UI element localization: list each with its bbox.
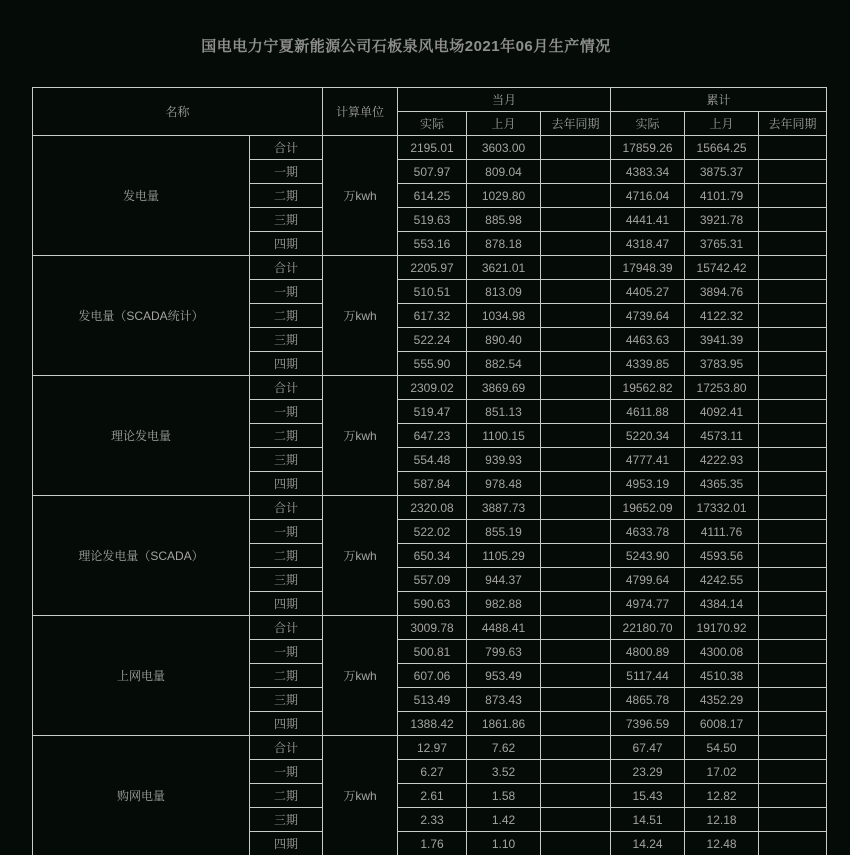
value-cell: 553.16	[398, 232, 467, 256]
value-cell: 1029.80	[467, 184, 541, 208]
value-cell: 3783.95	[685, 352, 759, 376]
value-cell: 3887.73	[467, 496, 541, 520]
value-cell	[759, 160, 827, 184]
value-cell: 12.48	[685, 832, 759, 855]
phase-cell: 三期	[250, 808, 323, 832]
value-cell: 1034.98	[467, 304, 541, 328]
value-cell: 809.04	[467, 160, 541, 184]
value-cell: 4463.63	[611, 328, 685, 352]
table-row	[33, 616, 827, 640]
value-cell	[541, 424, 611, 448]
value-cell: 5243.90	[611, 544, 685, 568]
value-cell	[541, 640, 611, 664]
table-body	[33, 136, 827, 855]
header-cumulative-lastmonth: 上月	[685, 112, 759, 136]
value-cell	[759, 568, 827, 592]
value-cell: 12.82	[685, 784, 759, 808]
value-cell: 4339.85	[611, 352, 685, 376]
value-cell	[759, 208, 827, 232]
value-cell: 1.10	[467, 832, 541, 855]
value-cell: 54.50	[685, 736, 759, 760]
value-cell: 813.09	[467, 280, 541, 304]
value-cell: 4441.41	[611, 208, 685, 232]
value-cell: 3894.76	[685, 280, 759, 304]
value-cell: 4488.41	[467, 616, 541, 640]
value-cell: 17859.26	[611, 136, 685, 160]
value-cell: 3921.78	[685, 208, 759, 232]
metric-name-cell: 理论发电量（SCADA）	[33, 496, 250, 616]
phase-cell: 二期	[250, 544, 323, 568]
value-cell: 4352.29	[685, 688, 759, 712]
value-cell: 4865.78	[611, 688, 685, 712]
value-cell: 851.13	[467, 400, 541, 424]
metric-name-cell: 理论发电量	[33, 376, 250, 496]
phase-cell: 四期	[250, 472, 323, 496]
value-cell: 19562.82	[611, 376, 685, 400]
value-cell: 1105.29	[467, 544, 541, 568]
value-cell: 4799.64	[611, 568, 685, 592]
value-cell: 4242.55	[685, 568, 759, 592]
value-cell: 4300.08	[685, 640, 759, 664]
phase-cell: 三期	[250, 328, 323, 352]
value-cell	[759, 688, 827, 712]
table-row	[33, 136, 827, 160]
header-group-current-month: 当月	[398, 88, 611, 112]
value-cell	[759, 136, 827, 160]
value-cell	[541, 568, 611, 592]
value-cell: 17.02	[685, 760, 759, 784]
value-cell: 4092.41	[685, 400, 759, 424]
value-cell	[759, 496, 827, 520]
phase-cell: 四期	[250, 352, 323, 376]
phase-cell: 一期	[250, 280, 323, 304]
value-cell	[541, 760, 611, 784]
value-cell: 519.47	[398, 400, 467, 424]
value-cell: 939.93	[467, 448, 541, 472]
value-cell	[541, 496, 611, 520]
phase-cell: 一期	[250, 760, 323, 784]
value-cell: 590.63	[398, 592, 467, 616]
header-current-lastmonth: 上月	[467, 112, 541, 136]
value-cell: 3869.69	[467, 376, 541, 400]
value-cell: 67.47	[611, 736, 685, 760]
value-cell: 5220.34	[611, 424, 685, 448]
value-cell	[541, 448, 611, 472]
value-cell	[541, 328, 611, 352]
value-cell: 4111.76	[685, 520, 759, 544]
value-cell: 4777.41	[611, 448, 685, 472]
phase-cell: 二期	[250, 304, 323, 328]
value-cell: 554.48	[398, 448, 467, 472]
header-current-lastyear: 去年同期	[541, 112, 611, 136]
value-cell: 4365.35	[685, 472, 759, 496]
value-cell: 650.34	[398, 544, 467, 568]
value-cell: 878.18	[467, 232, 541, 256]
value-cell	[759, 832, 827, 855]
value-cell: 2205.97	[398, 256, 467, 280]
phase-cell: 三期	[250, 208, 323, 232]
metric-name-cell: 发电量（SCADA统计）	[33, 256, 250, 376]
page-title: 国电电力宁夏新能源公司石板泉风电场2021年06月生产情况	[201, 38, 611, 55]
value-cell: 1861.86	[467, 712, 541, 736]
value-cell: 4953.19	[611, 472, 685, 496]
unit-cell: 万kwh	[323, 736, 398, 855]
value-cell: 4122.32	[685, 304, 759, 328]
value-cell	[759, 328, 827, 352]
value-cell	[541, 544, 611, 568]
value-cell: 14.24	[611, 832, 685, 855]
value-cell: 4593.56	[685, 544, 759, 568]
value-cell	[541, 160, 611, 184]
header-group-cumulative: 累计	[611, 88, 827, 112]
value-cell: 7.62	[467, 736, 541, 760]
value-cell	[759, 352, 827, 376]
phase-cell: 三期	[250, 448, 323, 472]
value-cell: 799.63	[467, 640, 541, 664]
value-cell: 587.84	[398, 472, 467, 496]
phase-cell: 一期	[250, 520, 323, 544]
value-cell	[759, 712, 827, 736]
value-cell: 15.43	[611, 784, 685, 808]
value-cell: 3941.39	[685, 328, 759, 352]
value-cell: 513.49	[398, 688, 467, 712]
value-cell: 557.09	[398, 568, 467, 592]
value-cell	[759, 376, 827, 400]
header-cumulative-actual: 实际	[611, 112, 685, 136]
metric-name-cell: 购网电量	[33, 736, 250, 855]
value-cell	[759, 664, 827, 688]
value-cell: 882.54	[467, 352, 541, 376]
value-cell	[759, 520, 827, 544]
value-cell	[541, 832, 611, 855]
value-cell	[759, 760, 827, 784]
table-row	[33, 496, 827, 520]
value-cell: 4716.04	[611, 184, 685, 208]
value-cell	[759, 784, 827, 808]
value-cell	[541, 808, 611, 832]
value-cell: 4611.88	[611, 400, 685, 424]
value-cell	[759, 232, 827, 256]
value-cell: 4633.78	[611, 520, 685, 544]
phase-cell: 一期	[250, 400, 323, 424]
value-cell: 4739.64	[611, 304, 685, 328]
value-cell: 2309.02	[398, 376, 467, 400]
value-cell: 510.51	[398, 280, 467, 304]
table-row	[33, 256, 827, 280]
phase-cell: 一期	[250, 640, 323, 664]
phase-cell: 二期	[250, 184, 323, 208]
phase-cell: 合计	[250, 736, 323, 760]
value-cell: 982.88	[467, 592, 541, 616]
header-name: 名称	[33, 88, 323, 136]
value-cell	[541, 712, 611, 736]
value-cell: 17253.80	[685, 376, 759, 400]
phase-cell: 二期	[250, 424, 323, 448]
value-cell: 2320.08	[398, 496, 467, 520]
value-cell: 4384.14	[685, 592, 759, 616]
value-cell	[541, 472, 611, 496]
value-cell	[541, 592, 611, 616]
value-cell	[541, 736, 611, 760]
header-cumulative-lastyear: 去年同期	[759, 112, 827, 136]
value-cell	[541, 376, 611, 400]
value-cell: 4222.93	[685, 448, 759, 472]
value-cell	[541, 256, 611, 280]
value-cell: 607.06	[398, 664, 467, 688]
value-cell	[541, 280, 611, 304]
value-cell	[759, 304, 827, 328]
value-cell: 500.81	[398, 640, 467, 664]
header-row-groups	[33, 88, 827, 112]
unit-cell: 万kwh	[323, 256, 398, 376]
phase-cell: 合计	[250, 616, 323, 640]
value-cell: 5117.44	[611, 664, 685, 688]
production-table	[32, 87, 827, 855]
phase-cell: 三期	[250, 568, 323, 592]
value-cell: 1100.15	[467, 424, 541, 448]
value-cell: 522.02	[398, 520, 467, 544]
value-cell: 22180.70	[611, 616, 685, 640]
value-cell: 12.18	[685, 808, 759, 832]
table-row	[33, 736, 827, 760]
value-cell: 3.52	[467, 760, 541, 784]
value-cell: 14.51	[611, 808, 685, 832]
value-cell: 2.61	[398, 784, 467, 808]
value-cell: 2195.01	[398, 136, 467, 160]
table-header	[33, 88, 827, 136]
value-cell: 19652.09	[611, 496, 685, 520]
value-cell	[759, 184, 827, 208]
value-cell: 15664.25	[685, 136, 759, 160]
phase-cell: 四期	[250, 712, 323, 736]
value-cell: 3765.31	[685, 232, 759, 256]
value-cell	[541, 784, 611, 808]
value-cell: 4573.11	[685, 424, 759, 448]
unit-cell: 万kwh	[323, 136, 398, 256]
value-cell	[759, 592, 827, 616]
value-cell: 4101.79	[685, 184, 759, 208]
phase-cell: 合计	[250, 136, 323, 160]
value-cell	[541, 232, 611, 256]
value-cell: 507.97	[398, 160, 467, 184]
table-row	[33, 376, 827, 400]
value-cell: 4974.77	[611, 592, 685, 616]
value-cell: 978.48	[467, 472, 541, 496]
value-cell	[541, 352, 611, 376]
value-cell: 3621.01	[467, 256, 541, 280]
value-cell: 519.63	[398, 208, 467, 232]
value-cell: 3875.37	[685, 160, 759, 184]
phase-cell: 合计	[250, 376, 323, 400]
value-cell: 1388.42	[398, 712, 467, 736]
value-cell: 944.37	[467, 568, 541, 592]
value-cell: 890.40	[467, 328, 541, 352]
title-bar	[0, 0, 812, 58]
value-cell	[541, 208, 611, 232]
value-cell	[541, 664, 611, 688]
unit-cell: 万kwh	[323, 616, 398, 736]
value-cell	[541, 520, 611, 544]
value-cell: 19170.92	[685, 616, 759, 640]
value-cell: 647.23	[398, 424, 467, 448]
value-cell: 15742.42	[685, 256, 759, 280]
value-cell	[759, 808, 827, 832]
value-cell	[759, 424, 827, 448]
value-cell: 17332.01	[685, 496, 759, 520]
value-cell	[759, 256, 827, 280]
value-cell: 885.98	[467, 208, 541, 232]
value-cell	[759, 736, 827, 760]
value-cell: 614.25	[398, 184, 467, 208]
value-cell: 6.27	[398, 760, 467, 784]
value-cell: 1.58	[467, 784, 541, 808]
value-cell: 4318.47	[611, 232, 685, 256]
value-cell: 17948.39	[611, 256, 685, 280]
value-cell: 617.32	[398, 304, 467, 328]
value-cell: 1.42	[467, 808, 541, 832]
phase-cell: 合计	[250, 496, 323, 520]
value-cell: 4405.27	[611, 280, 685, 304]
value-cell	[759, 280, 827, 304]
value-cell	[759, 616, 827, 640]
value-cell: 4800.89	[611, 640, 685, 664]
value-cell	[759, 544, 827, 568]
value-cell: 3603.00	[467, 136, 541, 160]
header-unit: 计算单位	[323, 88, 398, 136]
phase-cell: 四期	[250, 592, 323, 616]
metric-name-cell: 上网电量	[33, 616, 250, 736]
value-cell: 873.43	[467, 688, 541, 712]
phase-cell: 合计	[250, 256, 323, 280]
value-cell: 4510.38	[685, 664, 759, 688]
value-cell: 7396.59	[611, 712, 685, 736]
value-cell: 12.97	[398, 736, 467, 760]
phase-cell: 二期	[250, 664, 323, 688]
value-cell: 1.76	[398, 832, 467, 855]
unit-cell: 万kwh	[323, 376, 398, 496]
phase-cell: 三期	[250, 688, 323, 712]
value-cell: 6008.17	[685, 712, 759, 736]
value-cell: 522.24	[398, 328, 467, 352]
value-cell: 953.49	[467, 664, 541, 688]
value-cell: 555.90	[398, 352, 467, 376]
header-current-actual: 实际	[398, 112, 467, 136]
phase-cell: 四期	[250, 232, 323, 256]
unit-cell: 万kwh	[323, 496, 398, 616]
value-cell	[759, 448, 827, 472]
value-cell: 4383.34	[611, 160, 685, 184]
value-cell	[541, 688, 611, 712]
phase-cell: 四期	[250, 832, 323, 855]
value-cell	[541, 136, 611, 160]
value-cell	[541, 304, 611, 328]
phase-cell: 二期	[250, 784, 323, 808]
metric-name-cell: 发电量	[33, 136, 250, 256]
value-cell: 23.29	[611, 760, 685, 784]
value-cell	[541, 616, 611, 640]
value-cell	[759, 640, 827, 664]
value-cell	[541, 400, 611, 424]
value-cell	[541, 184, 611, 208]
value-cell: 2.33	[398, 808, 467, 832]
value-cell	[759, 472, 827, 496]
value-cell: 855.19	[467, 520, 541, 544]
phase-cell: 一期	[250, 160, 323, 184]
value-cell	[759, 400, 827, 424]
value-cell: 3009.78	[398, 616, 467, 640]
